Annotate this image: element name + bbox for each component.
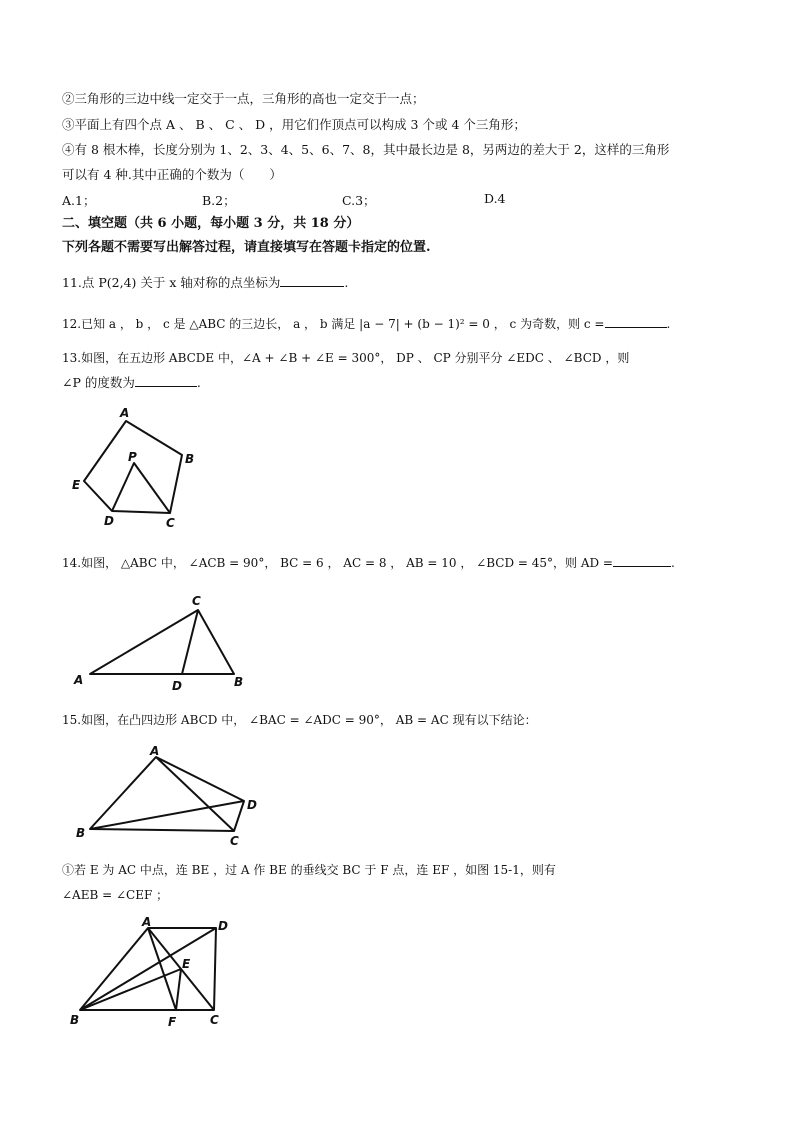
label-d: D	[247, 798, 257, 812]
label-d: D	[218, 919, 228, 933]
question-12	[62, 315, 670, 333]
figure-14-triangle	[70, 590, 250, 694]
label-b: B	[70, 1013, 80, 1027]
label-c: C	[210, 1013, 219, 1027]
q11-answer-blank[interactable]	[280, 274, 344, 287]
triangle-dpc	[112, 463, 170, 513]
label-d: D	[172, 679, 182, 693]
question-13-line2	[62, 374, 201, 392]
question-13-line1: 13.如图，在五边形 ABCDE 中，∠A + ∠B + ∠E = 300°， DP 、 CP 分别平分 ∠EDC 、 ∠BCD ，则	[62, 351, 630, 365]
label-f: F	[168, 1015, 177, 1029]
diagonal-ac	[156, 757, 234, 831]
segment-bd	[80, 928, 216, 1010]
label-c: C	[230, 834, 239, 848]
label-b: B	[234, 675, 244, 689]
question-14	[62, 554, 675, 572]
option-c: C.3；	[342, 193, 376, 208]
section-heading: 二、填空题（共 6 小题，每小题 3 分，共 18 分）	[62, 216, 360, 231]
q11-period: .	[344, 275, 349, 290]
label-d: D	[104, 514, 114, 528]
q13-answer-blank[interactable]	[135, 374, 197, 387]
figure-13-pentagon	[68, 405, 208, 533]
label-p: P	[128, 450, 137, 464]
label-a: A	[150, 745, 160, 758]
triangle-abc	[90, 610, 234, 674]
label-a: A	[142, 916, 152, 929]
figure-15-quadrilateral	[70, 745, 270, 853]
option-a: A.1；	[62, 193, 96, 208]
figure-15-1	[68, 916, 238, 1030]
label-e: E	[182, 957, 191, 971]
label-c: C	[166, 516, 175, 530]
q12-period: .	[666, 317, 671, 331]
label-e: E	[72, 478, 81, 492]
statement-3: ③平面上有四个点 A 、 B 、 C 、 D ，用它们作顶点可以构成 3 个或 4 个三角形；	[62, 117, 526, 132]
conclusion-1-line1: ①若 E 为 AC 中点，连 BE ，过 A 作 BE 的垂线交 BC 于 F 点，连 EF ，如图 15-1，则有	[62, 863, 556, 877]
segment-be	[80, 969, 181, 1010]
q14-answer-blank[interactable]	[613, 554, 671, 567]
q13-text: ∠P 的度数为	[62, 375, 135, 390]
statement-4-line1: ④有 8 根木棒，长度分别为 1、2、3、4、5、6、7、8，其中最长边是 8，另两边的差大于 2，这样的三角形	[62, 142, 670, 157]
option-b: B.2；	[202, 193, 236, 208]
segment-ef	[176, 969, 181, 1010]
label-b: B	[76, 826, 86, 840]
segment-af	[148, 928, 176, 1010]
conclusion-1-line2: ∠AEB = ∠CEF ；	[62, 888, 169, 902]
label-a: A	[74, 673, 84, 687]
q14-period: .	[671, 556, 675, 570]
q11-text: 11.点 P(2,4) 关于 x 轴对称的点坐标为	[62, 275, 281, 290]
q13-period: .	[196, 375, 201, 390]
label-a: A	[120, 406, 130, 420]
section-instruction: 下列各题不需要写出解答过程，请直接填写在答题卡指定的位置.	[62, 240, 431, 255]
question-15-intro: 15.如图，在凸四边形 ABCD 中， ∠BAC = ∠ADC = 90°， AB = AC 现有以下结论：	[62, 713, 537, 727]
label-c: C	[192, 594, 201, 608]
segment-cd	[182, 610, 198, 674]
statement-4-line2: 可以有 4 种.其中正确的个数为（ ）	[62, 167, 282, 182]
statement-2: ②三角形的三边中线一定交于一点，三角形的高也一定交于一点；	[62, 91, 425, 106]
q14-text: 14.如图， △ABC 中， ∠ACB = 90°， BC = 6 ， AC = 8 ， AB = 10 ， ∠BCD = 45°，则 AD =	[62, 556, 613, 570]
question-11	[62, 274, 348, 292]
label-b: B	[185, 452, 195, 466]
q12-text: 12.已知 a ， b ， c 是 △ABC 的三边长， a ， b 满足 |a − 7| + (b − 1)² = 0 ， c 为奇数，则 c =	[62, 317, 605, 331]
q12-answer-blank[interactable]	[605, 315, 667, 328]
option-d: D.4	[484, 191, 506, 206]
